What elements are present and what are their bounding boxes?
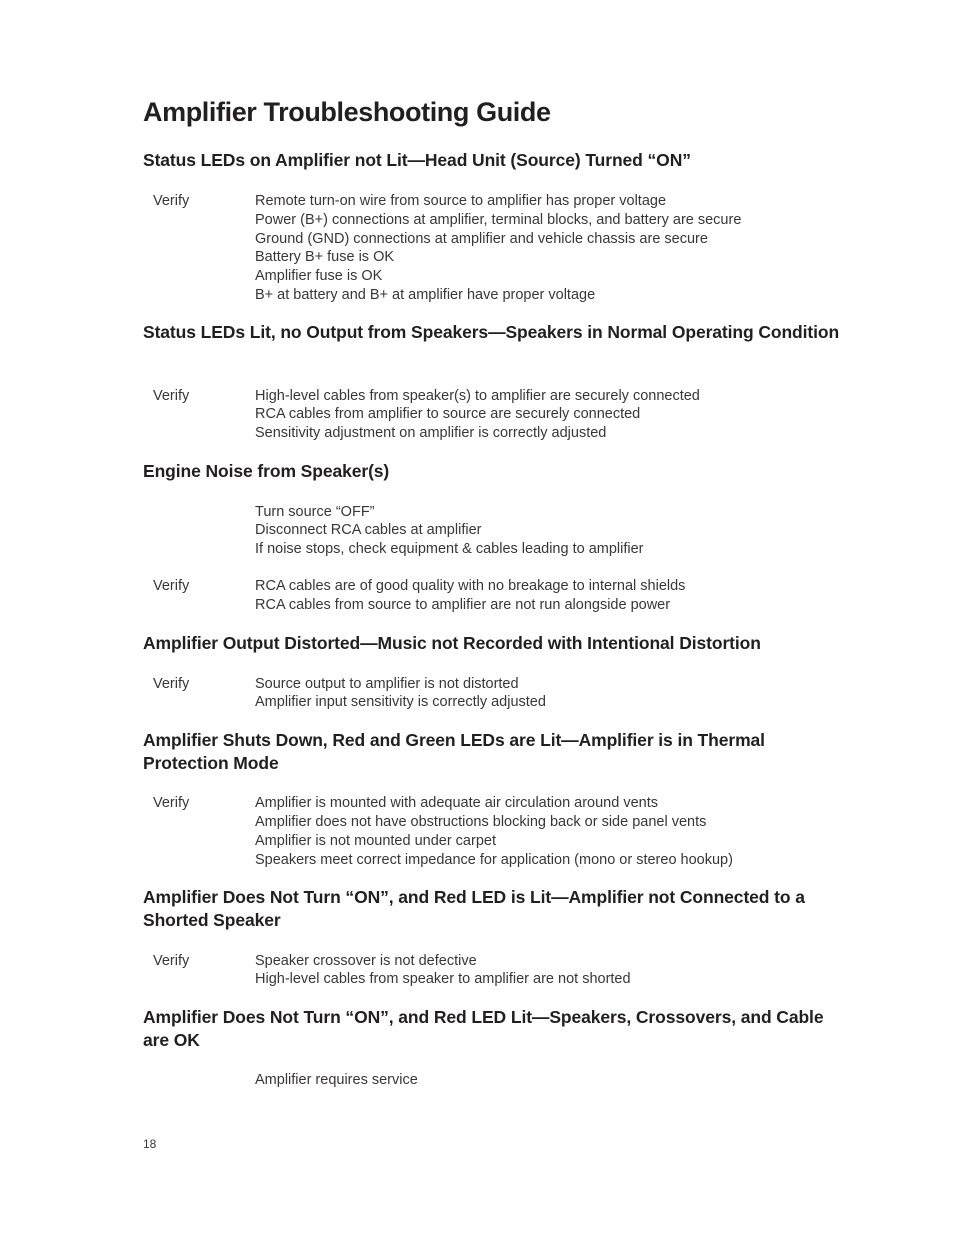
verify-label: Verify	[153, 676, 190, 692]
section-heading-leds-not-lit: Status LEDs on Amplifier not Lit—Head Unit (Source) Turned “ON”	[143, 150, 691, 170]
section-heading-no-output: Status LEDs Lit, no Output from Speakers—Speakers in Normal Operating Condition	[143, 322, 840, 342]
section-heading-engine-noise: Engine Noise from Speaker(s)	[143, 461, 390, 481]
checklist-item: RCA cables from amplifier to source are securely connected	[255, 406, 641, 422]
checklist-item: Power (B+) connections at amplifier, terminal blocks, and battery are secure	[255, 212, 742, 228]
checklist-item: Remote turn-on wire from source to amplifier has proper voltage	[255, 193, 667, 209]
checklist-item: Amplifier does not have obstructions blocking back or side panel vents	[255, 814, 707, 830]
checklist-item: Source output to amplifier is not distorted	[255, 676, 519, 692]
verify-label: Verify	[153, 193, 190, 209]
checklist-item: Turn source “OFF”	[255, 504, 375, 520]
checklist-item: Amplifier requires service	[255, 1072, 418, 1088]
checklist-item: Ground (GND) connections at amplifier and vehicle chassis are secure	[255, 231, 708, 247]
verify-label: Verify	[153, 953, 190, 969]
checklist-item: High-level cables from speaker(s) to amplifier are securely connected	[255, 388, 700, 404]
checklist-item: Battery B+ fuse is OK	[255, 249, 395, 265]
checklist-item: Amplifier is not mounted under carpet	[255, 833, 496, 849]
verify-label: Verify	[153, 795, 190, 811]
page-title: Amplifier Troubleshooting Guide	[143, 97, 551, 127]
checklist-item: Sensitivity adjustment on amplifier is correctly adjusted	[255, 425, 607, 441]
checklist-item: Amplifier fuse is OK	[255, 268, 383, 284]
section-heading-shorted-speaker: Amplifier Does Not Turn “ON”, and Red LED is Lit—Amplifier not Connected to a Shorted Speaker	[143, 887, 805, 930]
verify-label: Verify	[153, 578, 190, 594]
section-heading-requires-service: Amplifier Does Not Turn “ON”, and Red LED Lit—Speakers, Crossovers, and Cable are OK	[143, 1007, 824, 1050]
checklist-item: RCA cables from source to amplifier are not run alongside power	[255, 597, 671, 613]
checklist-item: Speakers meet correct impedance for application (mono or stereo hookup)	[255, 852, 733, 868]
checklist-item: Amplifier input sensitivity is correctly adjusted	[255, 694, 546, 710]
section-heading-thermal-protection: Amplifier Shuts Down, Red and Green LEDs are Lit—Amplifier is in Thermal Protection Mode	[143, 730, 765, 773]
checklist-item: RCA cables are of good quality with no breakage to internal shields	[255, 578, 686, 594]
checklist-item: High-level cables from speaker to amplifier are not shorted	[255, 971, 631, 987]
checklist-item: Amplifier is mounted with adequate air circulation around vents	[255, 795, 658, 811]
checklist-item: B+ at battery and B+ at amplifier have proper voltage	[255, 287, 596, 303]
checklist-item: Disconnect RCA cables at amplifier	[255, 522, 482, 538]
checklist-item: If noise stops, check equipment & cables leading to amplifier	[255, 541, 644, 557]
checklist-item: Speaker crossover is not defective	[255, 953, 477, 969]
verify-label: Verify	[153, 388, 190, 404]
page-number: 18	[143, 1137, 157, 1151]
section-heading-output-distorted: Amplifier Output Distorted—Music not Recorded with Intentional Distortion	[143, 633, 761, 653]
